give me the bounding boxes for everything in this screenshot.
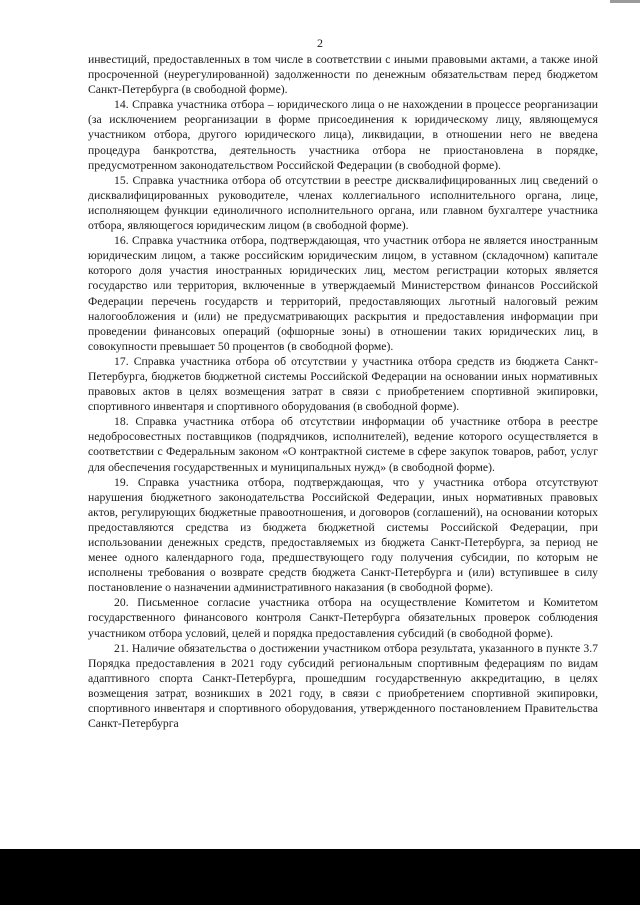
scan-edge-mark bbox=[610, 0, 640, 3]
scan-bottom-border bbox=[0, 849, 640, 905]
paragraph-continuation: инвестиций, предоставленных в том числе в соответствии с иными правовыми актами, а также иной просроченной (неурегулированной) задолженности по денежным обязательствам перед бюджетом Санкт-Петербурга (в свободной форме). bbox=[88, 53, 598, 97]
page-number: 2 bbox=[317, 36, 323, 50]
paragraph-item-14: 14. Справка участника отбора – юридического лица о не нахождении в процессе реорганизации (за исключением реорганизации в форме присоединения к юридическому лицу, являющемуся участником отбора, другого юридического лица), ликвидации, в отношении него не введена процедура банкротства, деятельность участника отбора не приостановлена в порядке, предусмотренном законодательством Российской Федерации (в свободной форме). bbox=[88, 98, 598, 172]
paragraph-item-16: 16. Справка участника отбора, подтверждающая, что участник отбора не является иностранным юридическим лицом, а также российским юридическим лицом, в уставном (складочном) капитале которого доля участия иностранных юридических лиц, местом регистрации которых является государство или территория, включенные в утверждаемый Министерством финансов Российской Федерации перечень государств и территорий, предоставляющих льготный налоговый режим налогообложения и (или) не предусматривающих раскрытия и предоставления информации при проведении финансовых операций (офшорные зоны) в отношении таких юридических лиц, в совокупности превышает 50 процентов (в свободной форме). bbox=[88, 234, 598, 353]
paragraph-item-19: 19. Справка участника отбора, подтверждающая, что у участника отбора отсутствуют нарушения бюджетного законодательства Российской Федерации, иных нормативных правовых актов, регулирующих бюджетные правоотношения, и договоров (соглашений), на основании которых предоставляются средства из бюджета бюджетной системы Российской Федерации, при использовании денежных средств, предоставляемых из бюджета Санкт-Петербурга, за период не менее одного календарного года, предшествующего году получения субсидии, по которым не исполнены требования о возврате средств бюджета Санкт-Петербурга и (или) вступившее в силу постановление о назначении административного наказания (в свободной форме). bbox=[88, 475, 598, 595]
paragraph-item-20: 20. Письменное согласие участника отбора на осуществление Комитетом и Комитетом государственного финансового контроля Санкт-Петербурга обязательных проверок соблюдения участником отбора условий, целей и порядка предоставления субсидий (в свободной форме). bbox=[88, 596, 598, 640]
paragraph-item-21: 21. Наличие обязательства о достижении участником отбора результата, указанного в пункте 3.7 Порядка предоставления в 2021 году субсидий региональным спортивным федерациям по видам адаптивного спорта Санкт-Петербурга, прошедшим государственную аккредитацию, в целях возмещения затрат, возникших в 2021 году, в связи с приобретением спортивной экипировки, спортивного инвентаря и спортивного оборудования, утвержденного постановлением Правительства Санкт-Петербурга bbox=[88, 641, 598, 731]
paragraph-item-17: 17. Справка участника отбора об отсутствии у участника отбора средств из бюджета Санкт-Петербурга, бюджетов бюджетной системы Российской Федерации на основании иных нормативных правовых актов в целях возмещения затрат в связи с приобретением спортивной экипировки, спортивного инвентаря и спортивного оборудования (в свободной форме). bbox=[88, 354, 598, 414]
paragraph-item-18: 18. Справка участника отбора об отсутствии информации об участнике отбора в реестре недобросовестных поставщиков (подрядчиков, исполнителей), ведение которого осуществляется в соответствии с Федеральным законом «О контрактной системе в сфере закупок товаров, работ, услуг для обеспечения государственных и муниципальных нужд» (в свободной форме). bbox=[88, 415, 598, 474]
document-body bbox=[88, 52, 598, 731]
paragraph-item-15: 15. Справка участника отбора об отсутствии в реестре дисквалифицированных лиц сведений о дисквалифицированных руководителе, членах коллегиального исполнительного органа, лице, исполняющем функции единоличного исполнительного органа, или главном бухгалтере участника отбора, являющегося юридическим лицом (в свободной форме). bbox=[88, 173, 598, 233]
